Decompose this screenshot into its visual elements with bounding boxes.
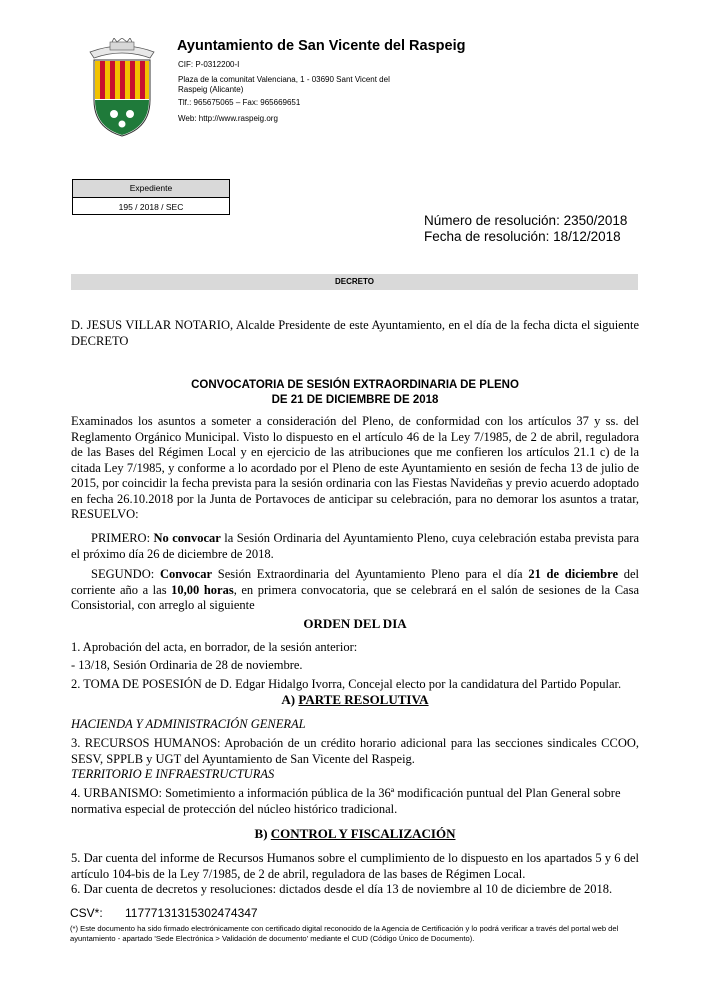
csv-label: CSV*: bbox=[70, 906, 103, 920]
considerations-paragraph: Examinados los asuntos a someter a consideración del Pleno, de conformidad con los artículos 37 y ss. del Reglamento Orgánico Municipal. Visto lo dispuesto en el artículo 46 de la Ley 7/1985, de 2 de abril, reguladora de las Bases del Régimen Local y en ejercicio de las atribuciones que me confieren los artículos 21.1 c) de la citada Ley 7/1985, y conforme a lo acordado por el Pleno de este Ayuntamiento en sesión de fecha 13 de julio de 2015, por coincidir la fecha prevista para la sesión ordinaria con las Fiestas Navideñas y previo acuerdo adoptado en fecha 26.10.2018 por la Junta de Portavoces de anticipar su celebración, para no demorar los asuntos a tratar, RESUELVO: bbox=[71, 414, 639, 521]
organization-name: Ayuntamiento de San Vicente del Raspeig bbox=[177, 38, 466, 54]
segundo-lead: SEGUNDO: bbox=[91, 567, 160, 581]
section-b-prefix: B) bbox=[254, 826, 271, 841]
section-b-label: CONTROL Y FISCALIZACIÓN bbox=[270, 826, 456, 841]
expediente-label: Expediente bbox=[73, 180, 229, 198]
segundo-bold-1: Convocar bbox=[159, 567, 213, 581]
agenda-item-2: 2. TOMA DE POSESIÓN de D. Edgar Hidalgo Ivorra, Concejal electo por la candidatura del Partido Popular. bbox=[71, 677, 622, 691]
segundo-mid-1: Sesión Extraordinaria del Ayuntamiento Pleno para el día bbox=[212, 567, 529, 581]
section-b-heading bbox=[71, 826, 639, 842]
resolution-date: Fecha de resolución: 18/12/2018 bbox=[424, 229, 621, 244]
coat-of-arms-logo bbox=[84, 38, 160, 138]
primero-lead: PRIMERO: bbox=[91, 531, 154, 545]
title-line-2: DE 21 DE DICIEMBRE DE 2018 bbox=[271, 394, 439, 406]
subsection-hacienda: HACIENDA Y ADMINISTRACIÓN GENERAL bbox=[71, 717, 306, 731]
section-a-prefix: A) bbox=[281, 692, 299, 707]
agenda-item-3: 3. RECURSOS HUMANOS: Aprobación de un crédito horario adicional para las secciones sindicales CCOO, SESV, SPPLB y UGT del Ayuntamiento de San Vicente del Raspeig. bbox=[71, 736, 639, 766]
agenda-item-1: 1. Aprobación del acta, en borrador, de la sesión anterior: bbox=[71, 640, 358, 654]
signature-footnote: (*) Este documento ha sido firmado electrónicamente con certificado digital reconocido de la Agencia de Certificación y lo podrá verificar a través del portal web del ayuntamiento - apartado 'Sede Electrónica > Validación de documento' mediante el CUD (Código Único de Documento). bbox=[70, 924, 619, 943]
expediente-value: 195 / 2018 / SEC bbox=[118, 202, 184, 212]
document-title bbox=[71, 378, 639, 408]
segundo-mid-2: del corriente año a las bbox=[71, 567, 639, 597]
agenda-item-1-sub: - 13/18, Sesión Ordinaria de 28 de noviembre. bbox=[71, 658, 303, 672]
phone-fax-text: Tlf.: 965675065 – Fax: 965669651 bbox=[178, 98, 301, 107]
decreto-header-bar: DECRETO bbox=[71, 274, 638, 290]
expediente-box bbox=[72, 179, 230, 215]
segundo-bold-2: 21 de diciembre bbox=[528, 567, 618, 581]
segundo-rest: , en primera convocatoria, que se celebrará en el salón de sesiones de la Casa Consistorial, con arreglo al siguiente bbox=[71, 582, 640, 612]
segundo-bold-3: 10,00 horas bbox=[171, 582, 234, 597]
csv-value: 11777131315302474347 bbox=[125, 906, 258, 920]
primero-bold: No convocar bbox=[153, 531, 221, 545]
subsection-territorio: TERRITORIO E INFRAESTRUCTURAS bbox=[71, 767, 275, 781]
cif-text: CIF: P-0312200-I bbox=[178, 60, 240, 69]
agenda-item-6: 6. Dar cuenta de decretos y resoluciones: dictados desde el día 13 de noviembre al 10 de diciembre de 2018. bbox=[71, 882, 613, 896]
orden-del-dia-title: ORDEN DEL DIA bbox=[303, 616, 407, 631]
website-text: Web: http://www.raspeig.org bbox=[178, 114, 278, 123]
title-line-1: CONVOCATORIA DE SESIÓN EXTRAORDINARIA DE PLENO bbox=[191, 379, 519, 391]
segundo-paragraph bbox=[71, 567, 639, 614]
primero-paragraph bbox=[71, 531, 639, 562]
address-text: Plaza de la comunitat Valenciana, 1 - 03690 Sant Vicent del Raspeig (Alicante) bbox=[178, 75, 390, 94]
agenda-item-5: 5. Dar cuenta del informe de Recursos Humanos sobre el cumplimiento de lo dispuesto en los apartados 5 y 6 del artículo 104-bis de la Ley 7/1985, de 2 de abril, reguladora de las bases de Régimen Local. bbox=[71, 851, 639, 881]
intro-paragraph: D. JESUS VILLAR NOTARIO, Alcalde Presidente de este Ayuntamiento, en el día de la fecha dicta el siguiente DECRETO bbox=[71, 318, 639, 348]
section-a-label: PARTE RESOLUTIVA bbox=[298, 692, 429, 707]
section-a-heading bbox=[71, 692, 639, 708]
primero-rest: la Sesión Ordinaria del Ayuntamiento Pleno, cuya celebración estaba prevista para el próximo día 26 de diciembre de 2018. bbox=[71, 531, 639, 561]
agenda-item-4: 4. URBANISMO: Sometimiento a información pública de la 36ª modificación puntual del Plan General sobre normativa especial de protección del núcleo histórico tradicional. bbox=[71, 786, 621, 816]
resolution-number: Número de resolución: 2350/2018 bbox=[424, 213, 628, 228]
